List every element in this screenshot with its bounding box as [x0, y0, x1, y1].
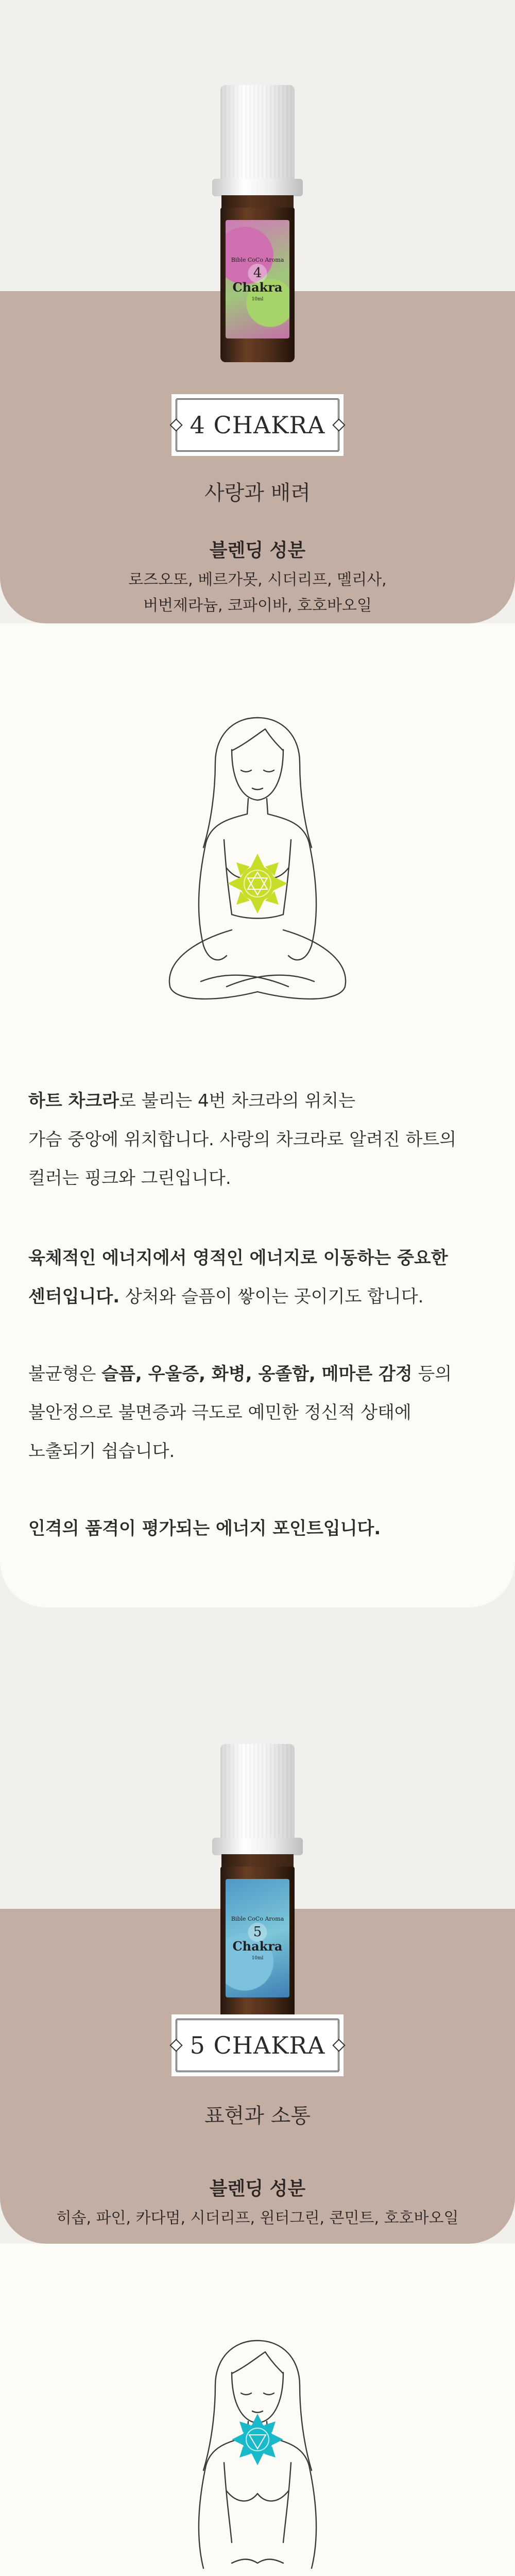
para1-text-1: 로 불리는 4번 차크라의 위치는	[119, 1091, 356, 1111]
section-5-blend-line-1: 히솝, 파인, 카다멈, 시더리프, 윈터그린, 콘민트, 호호바오일	[56, 2209, 459, 2227]
section-4-title-plaque	[171, 394, 344, 456]
meditating-figure-4-illustration	[154, 714, 360, 1023]
section-4-paragraph-1	[28, 1082, 492, 1198]
section-4-subtitle: 사랑과 배려	[204, 481, 311, 505]
bottle-brand: Bible CoCo Aroma	[231, 257, 284, 263]
bottle-5-image	[206, 1744, 309, 2030]
para3-bold-1: 슬픔, 우울증, 화병, 옹졸함, 메마른 감정	[101, 1364, 413, 1384]
section-4-paragraph-2	[28, 1239, 492, 1316]
para1-text-2: 가슴 중앙에 위치합니다. 사랑의 차크라로 알려진 하트의	[28, 1129, 457, 1150]
section-5-subtitle: 표현과 소통	[204, 2104, 311, 2128]
para4-bold-1: 인격의 품격이 평가되는 에너지 포인트입니다.	[28, 1518, 381, 1539]
bottle-volume: 10ml	[251, 1956, 264, 1961]
bottle-brand: Bible CoCo Aroma	[231, 1916, 284, 1922]
para2-bold-2: 센터입니다.	[28, 1286, 120, 1307]
heart-chakra-icon	[228, 854, 287, 913]
section-4-paragraph-4	[28, 1510, 492, 1548]
bottle-number: 5	[253, 1924, 262, 1940]
bottle-5-label	[226, 1879, 289, 1997]
meditating-figure-5-illustration	[154, 2336, 360, 2576]
section-4-blend-line-1: 로즈오또, 베르가못, 시더리프, 멜리사,	[128, 571, 387, 589]
section-4-blend-title: 블렌딩 성분	[209, 540, 306, 561]
para3-text-2: 등의	[412, 1364, 452, 1384]
para2-text-1: 상처와 슬픔이 쌓이는 곳이기도 합니다.	[119, 1286, 424, 1307]
para3-text-4: 노출되기 쉽습니다.	[28, 1441, 175, 1462]
para2-bold-1: 육체적인 에너지에서 영적인 에너지로 이동하는 중요한	[28, 1248, 448, 1268]
bottle-4-image	[206, 85, 309, 371]
para3-text-3: 불안정으로 불면증과 극도로 예민한 정신적 상태에	[28, 1402, 411, 1423]
para1-text-3: 컬러는 핑크와 그린입니다.	[28, 1168, 231, 1189]
section-5-title: 5 CHAKRA	[176, 2019, 339, 2072]
heart-chakra-emphasis: 하트 차크라	[28, 1091, 119, 1111]
bottle-word: Chakra	[232, 280, 283, 295]
bottle-volume: 10ml	[251, 297, 264, 302]
bottle-4-label	[226, 220, 289, 338]
bottle-word: Chakra	[232, 1939, 283, 1954]
section-4-blend-line-2: 버번제라늄, 코파이바, 호호바오일	[143, 597, 372, 615]
section-4-paragraph-3	[28, 1355, 492, 1471]
bottle-number: 4	[253, 265, 262, 281]
para3-text-1: 불균형은	[28, 1364, 102, 1384]
throat-chakra-icon	[232, 2414, 283, 2465]
section-4-title: 4 CHAKRA	[176, 398, 339, 452]
section-5-title-plaque	[171, 2014, 344, 2076]
section-5-blend-title: 블렌딩 성분	[209, 2178, 306, 2199]
